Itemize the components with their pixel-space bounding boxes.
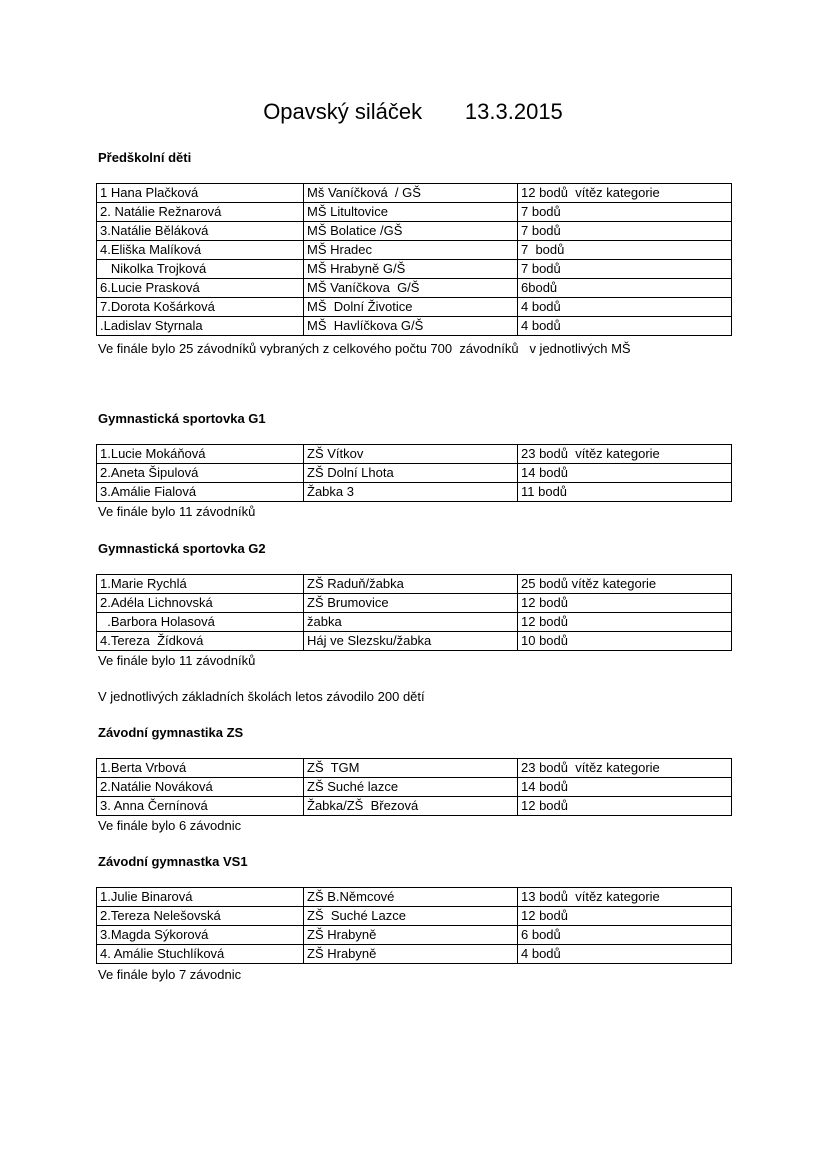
table-row	[97, 797, 732, 816]
table-row	[97, 260, 732, 279]
score: 12 bodů	[518, 797, 732, 816]
table-row	[97, 632, 732, 651]
competitor-name: 2.Aneta Šipulová	[97, 464, 304, 483]
competitor-name: Nikolka Trojková	[97, 260, 304, 279]
results-table-g1	[96, 444, 732, 502]
finals-note-g1: Ve finále bylo 11 závodníků	[98, 504, 256, 519]
competitor-name: 2. Natálie Režnarová	[97, 203, 304, 222]
competitor-name: 1 Hana Plačková	[97, 184, 304, 203]
competitor-name: 4. Amálie Stuchlíková	[97, 945, 304, 964]
score: 7 bodů	[518, 260, 732, 279]
school-name: MŠ Hradec	[304, 241, 518, 260]
table-row	[97, 317, 732, 336]
school-name: ZŠ TGM	[304, 759, 518, 778]
school-name: Mš Vaníčková / GŠ	[304, 184, 518, 203]
score: 7 bodů	[518, 203, 732, 222]
score: 14 bodů	[518, 778, 732, 797]
school-name: ZŠ Suché lazce	[304, 778, 518, 797]
school-name: ZŠ Vítkov	[304, 445, 518, 464]
competitor-name: 7.Dorota Košárková	[97, 298, 304, 317]
table-row	[97, 222, 732, 241]
competitor-name: 2.Tereza Nelešovská	[97, 907, 304, 926]
results-table-preschool	[96, 183, 732, 336]
table-row	[97, 483, 732, 502]
table-row	[97, 203, 732, 222]
table-row	[97, 184, 732, 203]
table-row	[97, 907, 732, 926]
table-row	[97, 945, 732, 964]
competitor-name: 6.Lucie Prasková	[97, 279, 304, 298]
table-row	[97, 594, 732, 613]
school-name: ZŠ Brumovice	[304, 594, 518, 613]
finals-note-preschool: Ve finále bylo 25 závodníků vybraných z celkového počtu 700 závodníků v jednotlivých MŠ	[98, 341, 631, 356]
school-name: ZŠ B.Němcové	[304, 888, 518, 907]
school-name: ZŠ Dolní Lhota	[304, 464, 518, 483]
competitor-name: 1.Marie Rychlá	[97, 575, 304, 594]
competitor-name: 3.Natálie Běláková	[97, 222, 304, 241]
table-row	[97, 778, 732, 797]
score: 12 bodů vítěz kategorie	[518, 184, 732, 203]
results-table-g2	[96, 574, 732, 651]
table-row	[97, 613, 732, 632]
school-name: MŠ Hrabyně G/Š	[304, 260, 518, 279]
score: 7 bodů	[518, 222, 732, 241]
school-name: MŠ Bolatice /GŠ	[304, 222, 518, 241]
table-row	[97, 279, 732, 298]
score: 10 bodů	[518, 632, 732, 651]
score: 12 bodů	[518, 594, 732, 613]
page-title: Opavský siláček 13.3.2015	[263, 99, 563, 124]
results-table-zs	[96, 758, 732, 816]
score: 4 bodů	[518, 298, 732, 317]
school-name: ZŠ Raduň/žabka	[304, 575, 518, 594]
competitor-name: 4.Eliška Malíková	[97, 241, 304, 260]
score: 14 bodů	[518, 464, 732, 483]
score: 4 bodů	[518, 317, 732, 336]
competitor-name: .Ladislav Styrnala	[97, 317, 304, 336]
school-name: Háj ve Slezsku/žabka	[304, 632, 518, 651]
score: 13 bodů vítěz kategorie	[518, 888, 732, 907]
results-table-vs1	[96, 887, 732, 964]
score: 4 bodů	[518, 945, 732, 964]
schools-participation-note: V jednotlivých základních školách letos závodilo 200 dětí	[98, 689, 425, 704]
table-row	[97, 464, 732, 483]
score: 23 bodů vítěz kategorie	[518, 445, 732, 464]
competitor-name: 3.Magda Sýkorová	[97, 926, 304, 945]
competitor-name: 1.Berta Vrbová	[97, 759, 304, 778]
competitor-name: 1.Lucie Mokáňová	[97, 445, 304, 464]
finals-note-g2: Ve finále bylo 11 závodníků	[98, 653, 256, 668]
section-heading-g2: Gymnastická sportovka G2	[98, 541, 266, 556]
competitor-name: 4.Tereza Žídková	[97, 632, 304, 651]
finals-note-vs1: Ve finále bylo 7 závodnic	[98, 967, 242, 982]
competitor-name: .Barbora Holasová	[97, 613, 304, 632]
score: 6bodů	[518, 279, 732, 298]
school-name: MŠ Litultovice	[304, 203, 518, 222]
score: 7 bodů	[518, 241, 732, 260]
school-name: MŠ Vaníčkova G/Š	[304, 279, 518, 298]
score: 25 bodů vítěz kategorie	[518, 575, 732, 594]
finals-note-zs: Ve finále bylo 6 závodnic	[98, 818, 242, 833]
section-heading-g1: Gymnastická sportovka G1	[98, 411, 266, 426]
school-name: Žabka/ZŠ Březová	[304, 797, 518, 816]
section-heading-zs: Závodní gymnastika ZS	[98, 725, 244, 740]
section-heading-preschool: Předškolní děti	[98, 150, 192, 165]
table-row	[97, 575, 732, 594]
score: 12 bodů	[518, 907, 732, 926]
table-row	[97, 241, 732, 260]
competitor-name: 2.Natálie Nováková	[97, 778, 304, 797]
table-row	[97, 298, 732, 317]
school-name: Žabka 3	[304, 483, 518, 502]
school-name: ZŠ Suché Lazce	[304, 907, 518, 926]
score: 11 bodů	[518, 483, 732, 502]
score: 23 bodů vítěz kategorie	[518, 759, 732, 778]
school-name: žabka	[304, 613, 518, 632]
school-name: MŠ Dolní Životice	[304, 298, 518, 317]
competitor-name: 3. Anna Černínová	[97, 797, 304, 816]
section-heading-vs1: Závodní gymnastka VS1	[98, 854, 248, 869]
table-row	[97, 926, 732, 945]
competitor-name: 1.Julie Binarová	[97, 888, 304, 907]
score: 6 bodů	[518, 926, 732, 945]
score: 12 bodů	[518, 613, 732, 632]
competitor-name: 3.Amálie Fialová	[97, 483, 304, 502]
table-row	[97, 759, 732, 778]
competitor-name: 2.Adéla Lichnovská	[97, 594, 304, 613]
school-name: MŠ Havlíčkova G/Š	[304, 317, 518, 336]
school-name: ZŠ Hrabyně	[304, 926, 518, 945]
table-row	[97, 888, 732, 907]
table-row	[97, 445, 732, 464]
school-name: ZŠ Hrabyně	[304, 945, 518, 964]
